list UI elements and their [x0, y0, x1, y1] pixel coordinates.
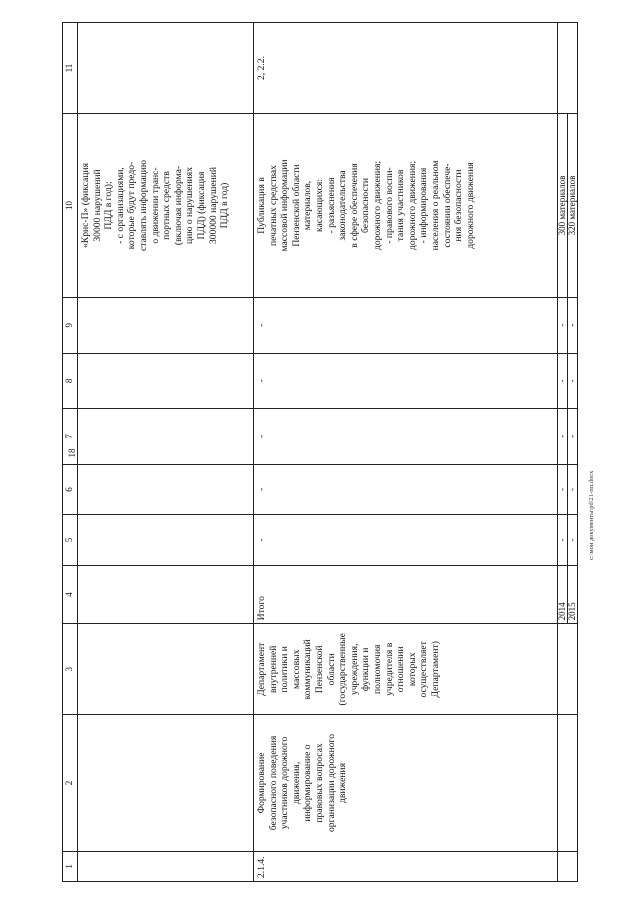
value-cell-6: - [568, 464, 578, 515]
rotated-table-wrapper [62, 22, 578, 882]
header-col-9: 9 [63, 297, 78, 353]
value-cell-8: - [558, 353, 568, 409]
continuation-result-cell: «Крис-П» (фиксация 30000 нарушений ПДД в год); - с организациями, которые будут предо- ставлять информацию о движении транс- портных средств (включая информа- цию о нарушениях ПДД) (фиксация 300000 нарушений ПДД в год) [78, 114, 254, 298]
continuation-row [78, 23, 254, 882]
footer-file-path: c:\мои документы\pd\21-пп.docx [588, 470, 595, 560]
year-row-2014 [558, 23, 568, 882]
value-cell-7: - [558, 409, 568, 465]
measures-table [62, 22, 578, 882]
value-cell-6: - [254, 464, 558, 515]
value-cell-9: - [254, 297, 558, 353]
value-cell-8: - [568, 353, 578, 409]
header-col-1: 1 [63, 851, 78, 881]
header-col-11: 11 [63, 23, 78, 114]
value-cell-6: - [558, 464, 568, 515]
total-label-cell: Итого [254, 565, 558, 624]
header-col-10: 10 [63, 114, 78, 298]
value-cell-5: - [558, 515, 568, 566]
value-cell-7: - [568, 409, 578, 465]
header-col-8: 8 [63, 353, 78, 409]
indicator-reference-cell: 2, 2.2. [254, 23, 558, 114]
header-row [63, 23, 78, 882]
header-col-5: 5 [63, 515, 78, 566]
responsible-executor-cell: Департамент внутренней политики и массовых коммуникаций Пензенской области (государственные учреждения, функции и полномочия учредителя в отношении которых осуществляет Департамент) [254, 624, 558, 715]
materials-count-cell: 320 материалов [568, 114, 578, 298]
measure-number-cell: 2.1.4. [254, 851, 558, 881]
header-col-3: 3 [63, 624, 78, 715]
value-cell-8: - [254, 353, 558, 409]
value-cell-5: - [254, 515, 558, 566]
year-cell: 2015 [568, 565, 578, 624]
value-cell-9: - [568, 297, 578, 353]
value-cell-5: - [568, 515, 578, 566]
table-row [254, 23, 558, 882]
header-col-4: 4 [63, 565, 78, 624]
measure-name-cell: Формирование безопасного поведения участников дорожного движения, информирование о правовых вопросах организации дорожного движения [254, 715, 558, 851]
year-cell: 2014 [558, 565, 568, 624]
materials-count-cell: 300 материалов [558, 114, 568, 298]
header-col-7: 7 [63, 409, 78, 465]
header-col-2: 2 [63, 715, 78, 851]
value-cell-7: - [254, 409, 558, 465]
header-col-6: 6 [63, 464, 78, 515]
page-number: 18 [67, 448, 77, 458]
result-description-cell: Публикация в печатных средствах массовой информации Пензенской области материалов, касающихся: - разъяснения законодательства в сфере обеспечения безопасности дорожного движения; - правового воспи- тания участников дорожного движения; - информирования населения о реальном состоянии обеспече- ния безопасности дорожного движения [254, 114, 558, 298]
value-cell-9: - [558, 297, 568, 353]
